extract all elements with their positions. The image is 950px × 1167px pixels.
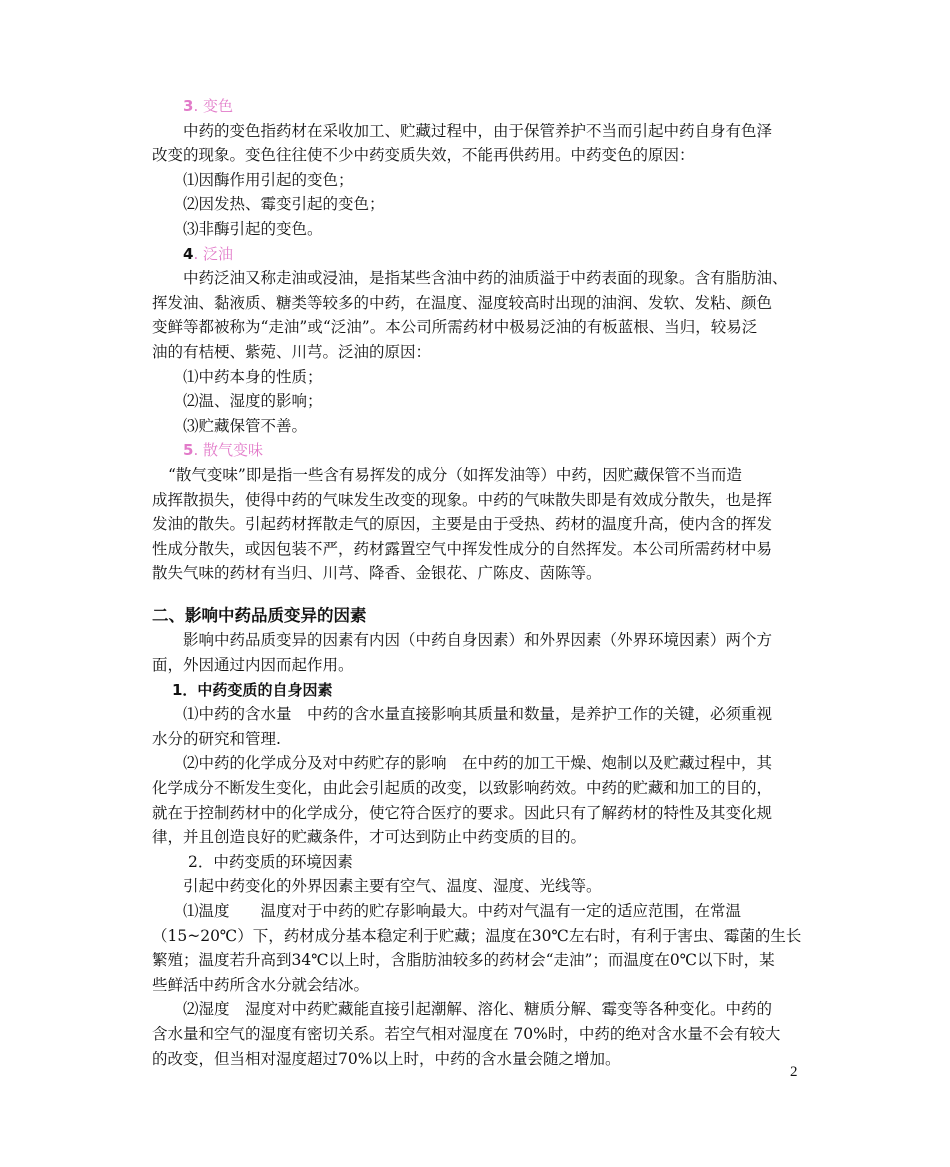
list-item: ⑶贮藏保管不善。 (183, 416, 308, 435)
paragraph-line: 性成分散失，或因包装不严，药材露置空气中挥发性成分的自然挥发。本公司所需药材中易 (152, 539, 773, 558)
paragraph-line: 发油的散失。引起药材挥散走气的原因，主要是由于受热、药材的温度升高，使内含的挥发 (152, 515, 773, 534)
paragraph-line: 的改变，但当相对湿度超过70%以上时，中药的含水量会随之增加。 (152, 1049, 621, 1068)
list-item: ⑵温、湿度的影响； (183, 392, 323, 411)
page-content (152, 94, 802, 1071)
paragraph-line: 中药泛油又称走油或浸油，是指某些含油中药的油质溢于中药表面的现象。含有脂肪油、 (183, 269, 788, 288)
section-4-number: 4 (183, 244, 194, 263)
paragraph-line: 化学成分不断发生变化，由此会引起质的改变，以致影响药效。中药的贮藏和加工的目的， (152, 779, 773, 798)
list-item: ⑴中药本身的性质； (183, 367, 323, 386)
part-2-title: 二、影响中药品质变异的因素 (152, 605, 367, 625)
subsection-1-title: 1．中药变质的自身因素 (172, 680, 333, 699)
paragraph-line: 变鲜等都被称为“走油”或“泛油”。本公司所需药材中极易泛油的有板蓝根、当归，较易泛 (152, 318, 758, 337)
page-number: 2 (790, 1064, 798, 1080)
paragraph-line: 就在于控制药材中的化学成分，使它符合医疗的要求。因此只有了解药材的特性及其变化规 (152, 803, 773, 822)
paragraph-line: 成挥散损失，使得中药的气味发生改变的现象。中药的气味散失即是有效成分散失，也是挥 (152, 490, 773, 509)
paragraph-line: ⑴中药的含水量 中药的含水量直接影响其质量和数量，是养护工作的关键，必须重视 (183, 705, 773, 724)
paragraph-line: 影响中药品质变异的因素有内因（中药自身因素）和外界因素（外界环境因素）两个方 (183, 631, 773, 650)
paragraph-line: ⑵湿度 湿度对中药贮藏能直接引起潮解、溶化、糖质分解、霉变等各种变化。中药的 (183, 1000, 773, 1019)
section-5-heading (152, 438, 802, 463)
list-item: ⑶非酶引起的变色。 (183, 219, 323, 238)
paragraph-line: “散气变味”即是指一些含有易挥发的成分（如挥发油等）中药，因贮藏保管不当而造 (168, 465, 742, 484)
paragraph-line: ⑵中药的化学成分及对中药贮存的影响 在中药的加工干燥、炮制以及贮藏过程中，其 (183, 754, 773, 773)
paragraph-line: 繁殖；温度若升高到34℃以上时，含脂肪油较多的药材会“走油”；而温度在0℃以下时，某 (152, 951, 775, 970)
section-3-title: . 变色 (193, 97, 233, 115)
section-4-heading (152, 242, 802, 267)
section-3-heading (152, 94, 802, 119)
subsection-2-title: 2．中药变质的环境因素 (188, 852, 353, 871)
paragraph-line: 散失气味的药材有当归、川芎、降香、金银花、广陈皮、茵陈等。 (152, 564, 602, 583)
list-item: ⑵因发热、霉变引起的变色； (183, 195, 385, 214)
section-5-number: 5 (183, 441, 194, 460)
section-5-title: . 散气变味 (193, 441, 263, 460)
section-gap (152, 586, 802, 604)
paragraph-line: （15~20℃）下，药材成分基本稳定利于贮藏；温度在30℃左右时，有利于害虫、霉菌的生长 (152, 926, 802, 945)
paragraph-line: 面，外因通过内因而起作用。 (152, 656, 354, 675)
paragraph-line: 含水量和空气的湿度有密切关系。若空气相对湿度在 70%时，中药的绝对含水量不会有较大 (152, 1024, 781, 1043)
paragraph-line: 挥发油、黏液质、糖类等较多的中药，在温度、湿度较高时出现的油润、发软、发粘、颜色 (152, 293, 773, 312)
section-3-number: 3 (183, 97, 194, 115)
paragraph-line: 油的有桔梗、紫菀、川芎。泛油的原因： (152, 342, 432, 361)
paragraph-line: 中药的变色指药材在采收加工、贮藏过程中，由于保管养护不当而引起中药自身有色泽 (183, 121, 773, 140)
paragraph-line: 水分的研究和管理. (152, 729, 281, 748)
paragraph-line: ⑴温度 温度对于中药的贮存影响最大。中药对气温有一定的适应范围，在常温 (183, 902, 742, 920)
section-4-title: . 泛油 (193, 244, 233, 263)
paragraph-line: 些鲜活中药所含水分就会结冰。 (152, 975, 370, 994)
paragraph-line: 引起中药变化的外界因素主要有空气、温度、湿度、光线等。 (183, 877, 602, 896)
list-item: ⑴因酶作用引起的变色； (183, 170, 354, 189)
paragraph-line: 律，并且创造良好的贮藏条件，才可达到防止中药变质的目的。 (152, 828, 587, 847)
paragraph-line: 改变的现象。变色往往使不少中药变质失效，不能再供药用。中药变色的原因： (152, 146, 695, 165)
